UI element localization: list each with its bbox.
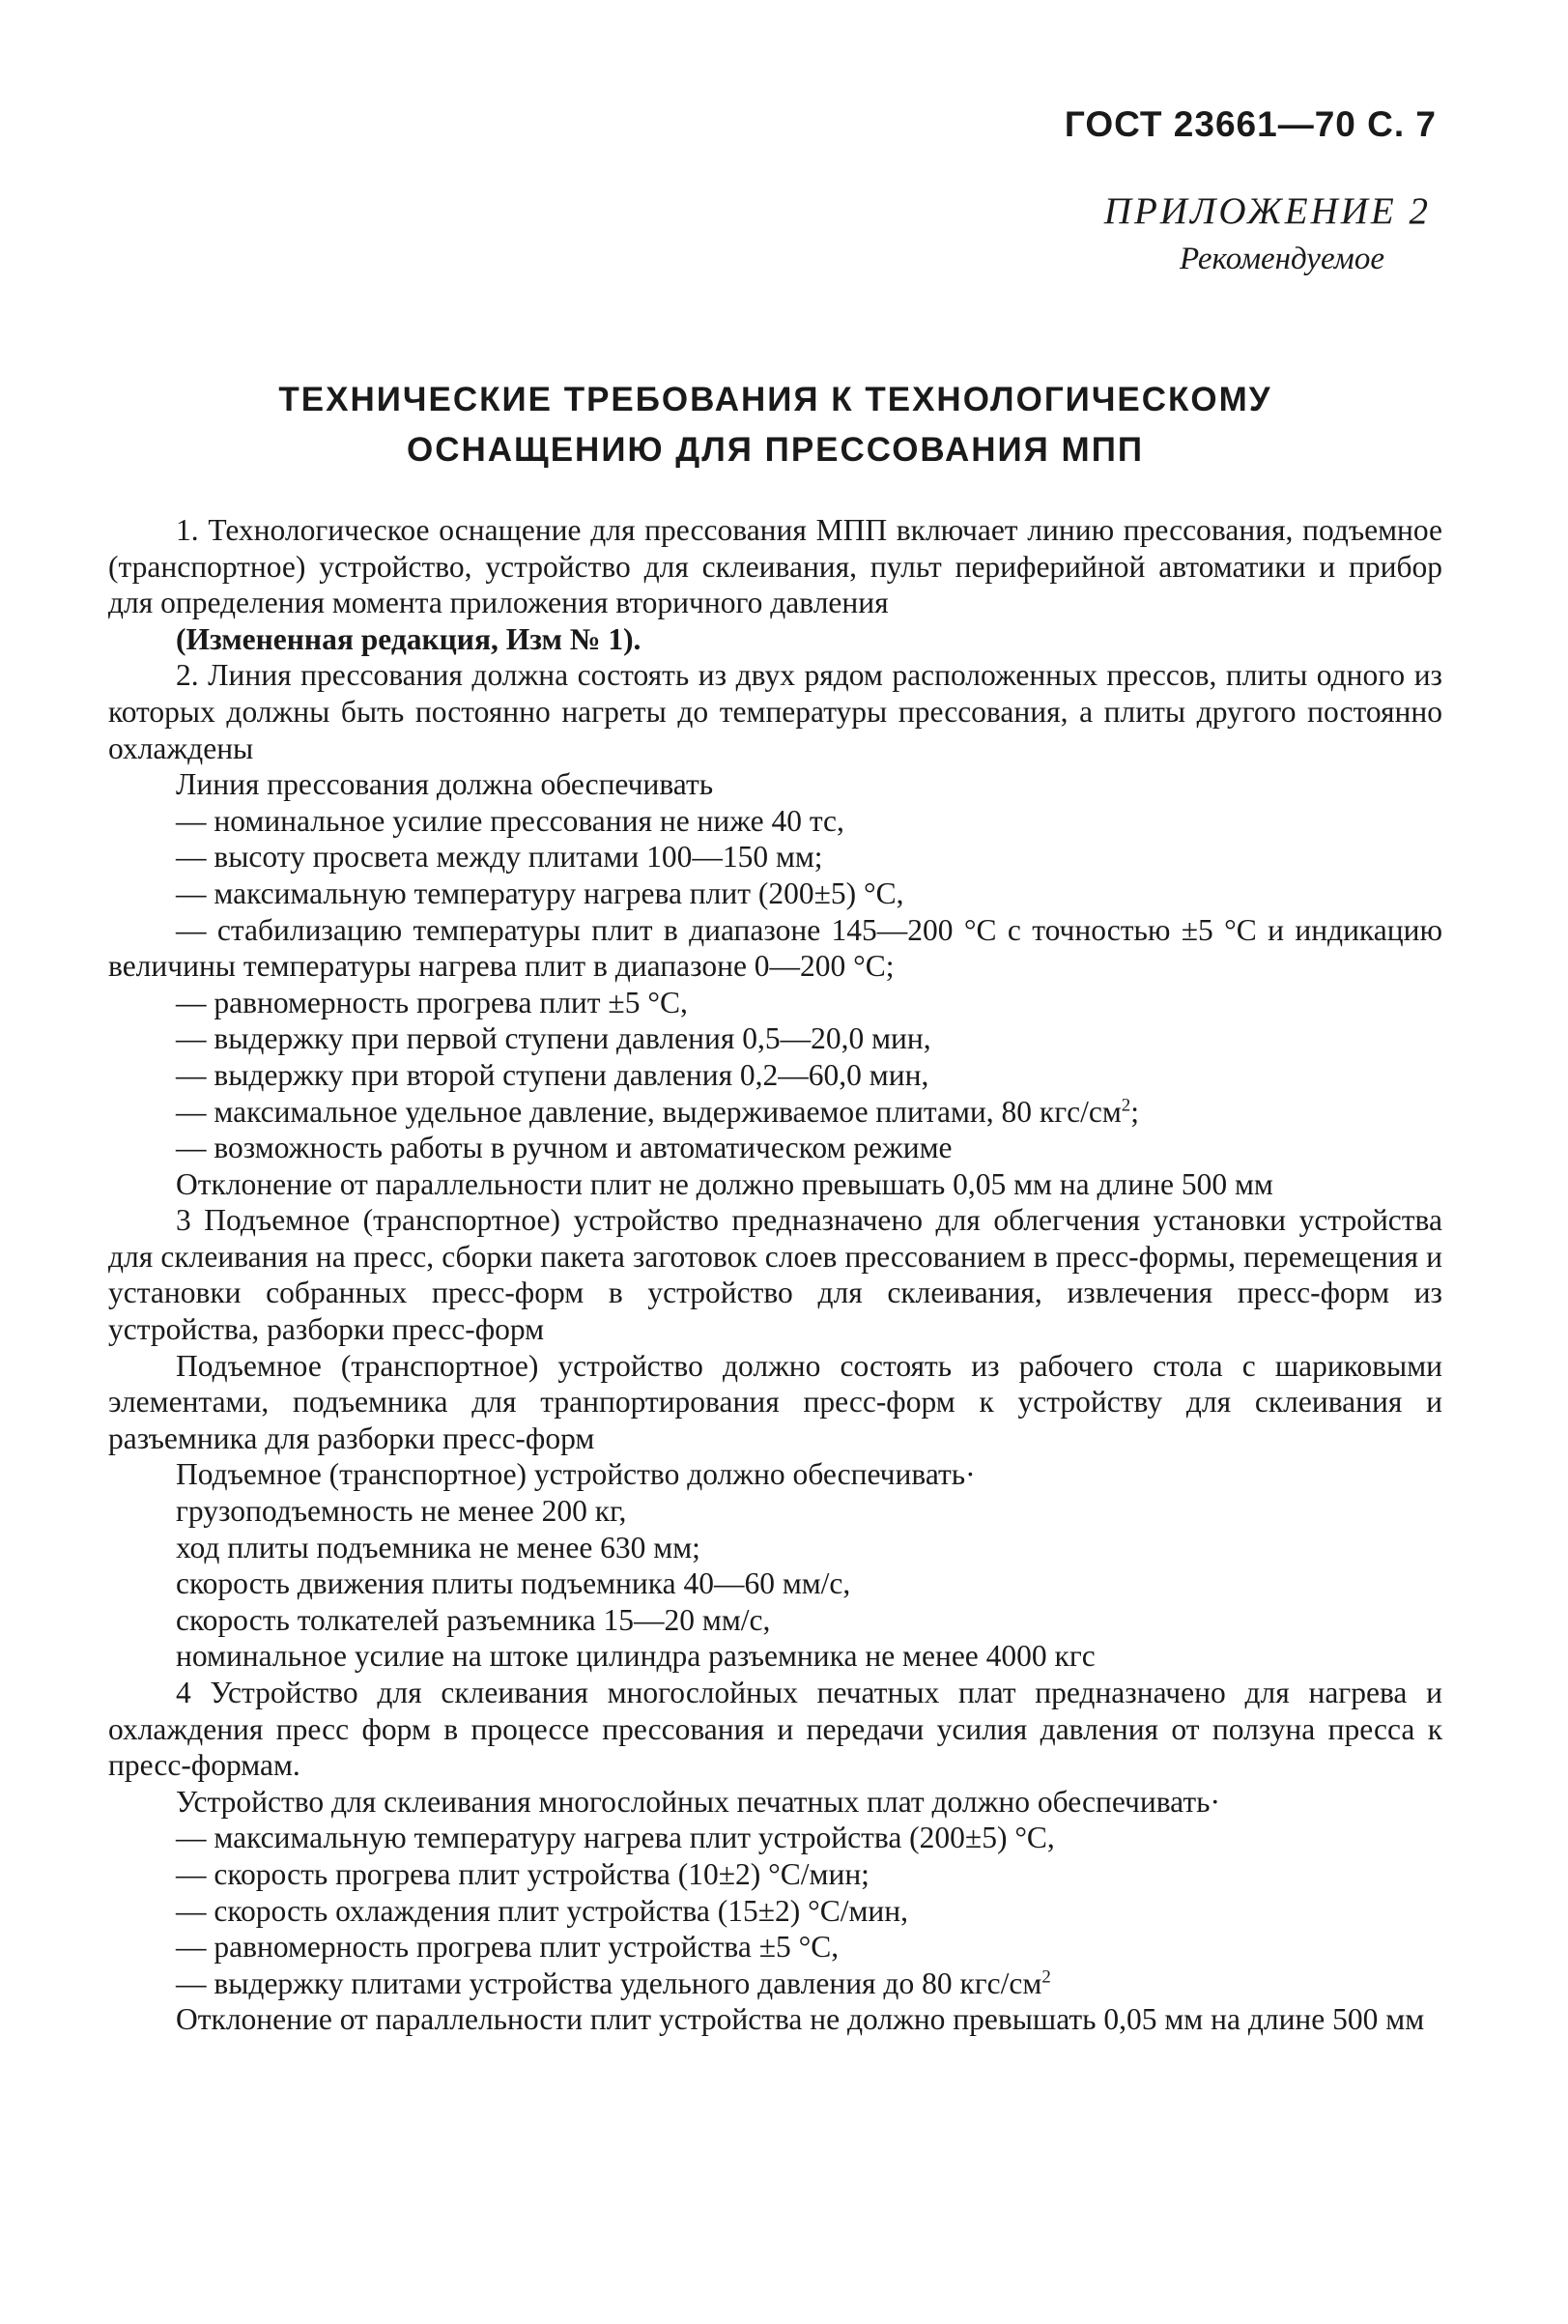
title-line-2: ОСНАЩЕНИЮ ДЛЯ ПРЕССОВАНИЯ МПП [406,431,1145,469]
list-item-hold [108,1965,1442,2002]
list-item: — максимальную температуру нагрева плит устройства (200±5) °С, [176,1821,1055,1855]
deviation-note: Отклонение от параллельности плит не должно превышать 0,05 мм на длине 500 мм [176,1166,1273,1201]
hold-text: — выдержку плитами устройства удельного давления до 80 кгс/см [176,1965,1042,2000]
list-item: — высоту просвета между плитами 100—150 мм; [176,840,823,875]
doc-reference: ГОСТ 23661—70 С. 7 [1064,104,1437,144]
appendix-label: ПРИЛОЖЕНИЕ 2 [1103,190,1431,232]
list-item: скорость движения плиты подъемника 40—60 мм/с, [176,1566,851,1601]
list-item: — скорость прогрева плит устройства (10±2) °С/мин; [176,1856,870,1891]
deviation-note: Отклонение от параллельности плит устройства не должно превышать 0,05 мм на длине 500 мм [176,2002,1425,2037]
list-item: — номинальное усилие прессования не ниже 40 тс, [176,803,844,838]
list-item: — возможность работы в ручном и автоматическом режиме [176,1131,953,1165]
list-item: — равномерность прогрева плит устройства ±5 °С, [176,1930,840,1965]
section-title [108,375,1442,475]
list-item: — скорость охлаждения плит устройства (15±2) °С/мин, [176,1893,908,1928]
list-item: скорость толкателей разъемника 15—20 мм/с, [176,1602,771,1637]
pressure-text: — максимальное удельное давление, выдерживаемое плитами, 80 кгс/см [176,1094,1122,1129]
pressure-end: ; [1130,1094,1139,1129]
title-line-1: ТЕХНИЧЕСКИЕ ТРЕБОВАНИЯ К ТЕХНОЛОГИЧЕСКОМУ [278,381,1272,418]
paragraph-2-intro: Линия прессования должна обеспечивать [176,767,714,802]
paragraph-3-composition: Подъемное (транспортное) устройство должно состоять из рабочего стола с шариковыми элементами, подъемника для транпортирования пресс-форм к устройству для склеивания и разъемника для разборки пресс-форм [108,1348,1442,1455]
paragraph-1: 1. Технологическое оснащение для прессования МПП включает линию прессования, подъемное (транспортное) устройство, устройство для склеивания, пульт периферийной автоматики и прибор для определения момента приложения вторичного давления [108,513,1442,620]
amendment-note: (Измененная редакция, Изм № 1). [176,621,641,656]
paragraph-4-intro: Устройство для склеивания многослойных печатных плат должно обеспечивать· [176,1784,1220,1819]
list-item: — выдержку при второй ступени давления 0,2—60,0 мин, [176,1057,929,1092]
superscript: 2 [1041,1966,1051,1988]
list-item-stabilization: — стабилизацию температуры плит в диапазоне 145—200 °С с точностью ±5 °С и индикацию величины температуры нагрева плит в диапазоне 0—200 °С; [108,912,1442,984]
paragraph-3: 3 Подъемное (транспортное) устройство предназначено для облегчения установки устройства для склеивания на пресс, сборки пакета заготовок слоев прессованием в пресс-формы, перемещения и установки собранных пресс-форм в устройство для склеивания, извлечения пресс-форм из устройства, разборки пресс-форм [108,1203,1442,1347]
list-item: — выдержку при первой ступени давления 0,5—20,0 мин, [176,1021,931,1056]
recommended-label: Рекомендуемое [1179,242,1384,276]
list-item: номинальное усилие на штоке цилиндра разъемника не менее 4000 кгс [176,1639,1096,1674]
list-item: ход плиты подъемника не менее 630 мм; [176,1530,700,1564]
superscript: 2 [1121,1095,1131,1115]
document-body [108,512,1442,2038]
paragraph-4: 4 Устройство для склеивания многослойных печатных плат предназначено для нагрева и охлаждения пресс форм в процессе прессования и передачи усилия давления от ползуна пресса к пресс-формам. [108,1676,1442,1783]
paragraph-3-intro: Подъемное (транспортное) устройство должно обеспечивать· [176,1457,976,1492]
list-item-pressure [108,1094,1442,1131]
paragraph-2: 2. Линия прессования должна состоять из двух рядом расположенных прессов, плиты одного из которых должны быть постоянно нагреты до температуры прессования, а плиты другого постоянно охлаждены [108,658,1442,765]
list-item: грузоподъемность не менее 200 кг, [176,1494,627,1529]
list-item: — максимальную температуру нагрева плит (200±5) °С, [176,875,904,910]
list-item: — равномерность прогрева плит ±5 °С, [176,985,688,1019]
